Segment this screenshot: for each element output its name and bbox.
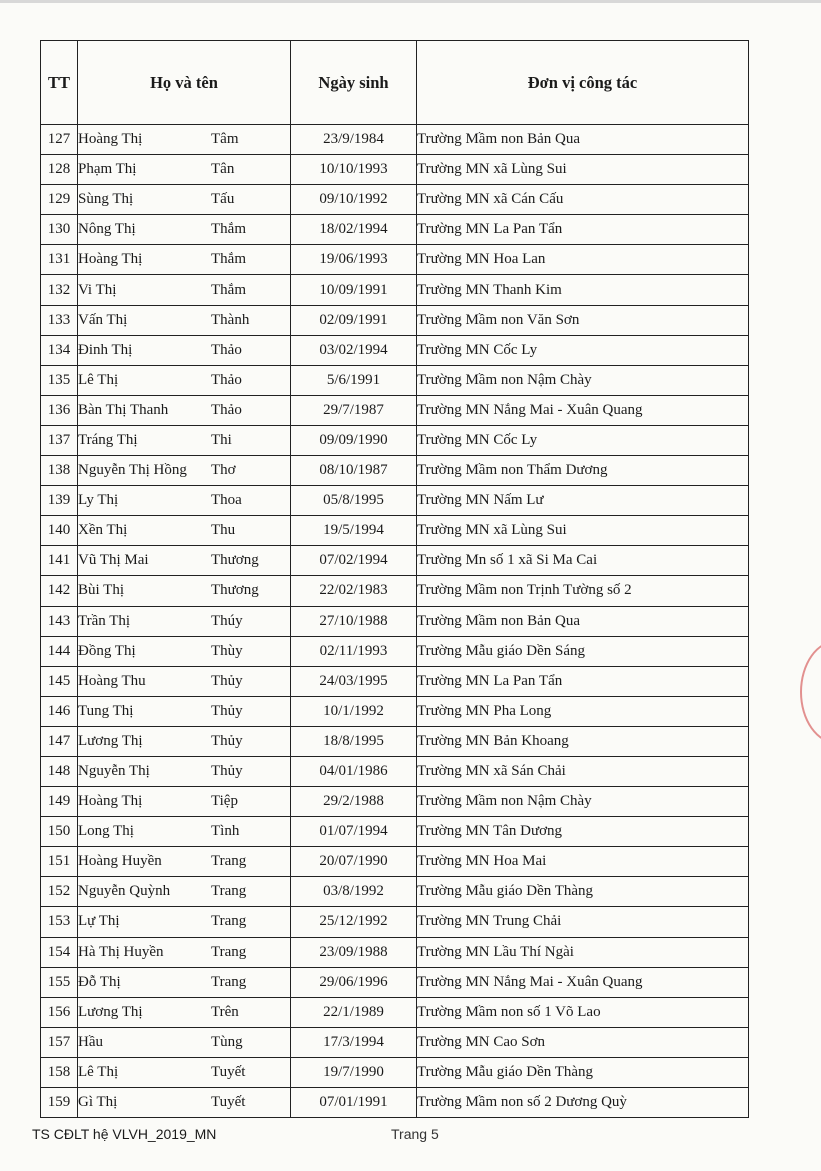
row-surname: Lê Thị — [78, 1063, 119, 1080]
row-work-unit: Trường Mầm non Nậm Chày — [417, 365, 749, 395]
row-work-unit: Trường MN xã Sán Chải — [417, 756, 749, 786]
row-work-unit: Trường MN Nấm Lư — [417, 486, 749, 516]
row-surname: Long Thị — [78, 823, 134, 840]
row-birth-date: 29/7/1987 — [291, 395, 417, 425]
row-birth-date: 22/1/1989 — [291, 997, 417, 1027]
row-surname: Vi Thị — [78, 281, 117, 298]
row-surname: Đồng Thị — [78, 642, 136, 659]
row-full-name — [78, 1027, 291, 1057]
row-work-unit: Trường MN Tân Dương — [417, 817, 749, 847]
table-row — [41, 516, 749, 546]
table-row — [41, 877, 749, 907]
row-number: 149 — [41, 787, 78, 817]
row-given-name: Thi — [211, 431, 232, 448]
row-given-name: Thoa — [211, 492, 242, 509]
row-given-name: Thơ — [211, 462, 236, 479]
row-birth-date: 09/10/1992 — [291, 185, 417, 215]
row-given-name: Trang — [211, 883, 247, 900]
row-full-name — [78, 546, 291, 576]
row-number: 127 — [41, 125, 78, 155]
row-full-name — [78, 756, 291, 786]
row-number: 152 — [41, 877, 78, 907]
row-work-unit: Trường Mầm non Văn Sơn — [417, 305, 749, 335]
row-number: 131 — [41, 245, 78, 275]
row-given-name: Tuyết — [211, 1094, 246, 1111]
row-work-unit: Trường Mẫu giáo Dền Thàng — [417, 877, 749, 907]
row-given-name: Thắm — [211, 281, 246, 298]
row-given-name: Thắm — [211, 251, 246, 268]
row-work-unit: Trường MN Cốc Ly — [417, 425, 749, 455]
row-work-unit: Trường Mn số 1 xã Si Ma Cai — [417, 546, 749, 576]
row-surname: Đinh Thị — [78, 341, 133, 358]
row-work-unit: Trường MN Trung Chải — [417, 907, 749, 937]
row-given-name: Trang — [211, 973, 247, 990]
row-full-name — [78, 1057, 291, 1087]
row-full-name — [78, 365, 291, 395]
row-full-name — [78, 726, 291, 756]
row-birth-date: 10/09/1991 — [291, 275, 417, 305]
table-row — [41, 245, 749, 275]
row-surname: Lương Thị — [78, 1003, 143, 1020]
table-row — [41, 425, 749, 455]
table-row — [41, 486, 749, 516]
row-birth-date: 23/9/1984 — [291, 125, 417, 155]
row-number: 129 — [41, 185, 78, 215]
row-birth-date: 07/01/1991 — [291, 1088, 417, 1118]
table-row — [41, 155, 749, 185]
row-surname: Gì Thị — [78, 1094, 118, 1111]
row-full-name — [78, 125, 291, 155]
row-given-name: Tân — [211, 161, 235, 178]
row-full-name — [78, 335, 291, 365]
row-full-name — [78, 666, 291, 696]
row-number: 151 — [41, 847, 78, 877]
row-birth-date: 09/09/1990 — [291, 425, 417, 455]
row-number: 140 — [41, 516, 78, 546]
row-birth-date: 01/07/1994 — [291, 817, 417, 847]
row-work-unit: Trường MN Thanh Kim — [417, 275, 749, 305]
row-work-unit: Trường Mầm non Bản Qua — [417, 125, 749, 155]
table-row — [41, 1057, 749, 1087]
row-birth-date: 22/02/1983 — [291, 576, 417, 606]
row-number: 133 — [41, 305, 78, 335]
row-birth-date: 10/1/1992 — [291, 696, 417, 726]
row-surname: Xền Thị — [78, 522, 128, 539]
header-unit: Đơn vị công tác — [417, 41, 749, 125]
row-birth-date: 27/10/1988 — [291, 606, 417, 636]
row-full-name — [78, 395, 291, 425]
row-given-name: Thương — [211, 552, 259, 569]
header-row — [41, 41, 749, 125]
table-row — [41, 606, 749, 636]
row-number: 142 — [41, 576, 78, 606]
row-full-name — [78, 877, 291, 907]
footer-doc-code: TS CĐLT hệ VLVH_2019_MN — [32, 1126, 217, 1142]
row-surname: Bàn Thị Thanh — [78, 401, 169, 418]
table-row — [41, 787, 749, 817]
row-given-name: Thu — [211, 522, 236, 539]
row-work-unit: Trường Mầm non Nậm Chày — [417, 787, 749, 817]
row-given-name: Tấu — [211, 191, 235, 208]
row-given-name: Thương — [211, 582, 259, 599]
row-work-unit: Trường Mầm non số 1 Võ Lao — [417, 997, 749, 1027]
row-surname: Nguyễn Thị — [78, 763, 150, 780]
row-given-name: Trang — [211, 913, 247, 930]
red-stamp-edge — [800, 640, 821, 744]
row-full-name — [78, 1088, 291, 1118]
row-birth-date: 04/01/1986 — [291, 756, 417, 786]
table-row — [41, 335, 749, 365]
row-full-name — [78, 817, 291, 847]
roster-table — [40, 40, 749, 1118]
row-birth-date: 19/5/1994 — [291, 516, 417, 546]
row-work-unit: Trường MN Cốc Ly — [417, 335, 749, 365]
row-full-name — [78, 907, 291, 937]
row-work-unit: Trường MN Hoa Mai — [417, 847, 749, 877]
table-row — [41, 305, 749, 335]
row-full-name — [78, 245, 291, 275]
row-given-name: Thủy — [211, 702, 243, 719]
row-given-name: Thành — [211, 311, 250, 328]
row-work-unit: Trường Mẫu giáo Dền Sáng — [417, 636, 749, 666]
row-full-name — [78, 185, 291, 215]
row-full-name — [78, 606, 291, 636]
row-number: 137 — [41, 425, 78, 455]
row-work-unit: Trường Mầm non Bản Qua — [417, 606, 749, 636]
table-row — [41, 365, 749, 395]
row-surname: Trần Thị — [78, 612, 131, 629]
row-birth-date: 03/02/1994 — [291, 335, 417, 365]
row-given-name: Trang — [211, 943, 247, 960]
row-given-name: Thủy — [211, 672, 243, 689]
row-surname: Hoàng Thị — [78, 131, 143, 148]
row-full-name — [78, 275, 291, 305]
table-row — [41, 636, 749, 666]
row-number: 156 — [41, 997, 78, 1027]
row-given-name: Thảo — [211, 341, 242, 358]
table-row — [41, 456, 749, 486]
row-full-name — [78, 847, 291, 877]
row-number: 130 — [41, 215, 78, 245]
table-row — [41, 817, 749, 847]
row-surname: Vũ Thị Mai — [78, 552, 149, 569]
row-number: 147 — [41, 726, 78, 756]
table-row — [41, 666, 749, 696]
row-birth-date: 03/8/1992 — [291, 877, 417, 907]
row-work-unit: Trường Mẫu giáo Dền Thàng — [417, 1057, 749, 1087]
row-number: 138 — [41, 456, 78, 486]
row-work-unit: Trường MN La Pan Tẩn — [417, 666, 749, 696]
row-given-name: Thắm — [211, 221, 246, 238]
table-row — [41, 395, 749, 425]
roster-body — [41, 125, 749, 1118]
row-number: 132 — [41, 275, 78, 305]
row-work-unit: Trường MN Nắng Mai - Xuân Quang — [417, 395, 749, 425]
row-work-unit: Trường MN Pha Long — [417, 696, 749, 726]
row-surname: Hoàng Huyền — [78, 853, 162, 870]
row-birth-date: 18/02/1994 — [291, 215, 417, 245]
row-full-name — [78, 696, 291, 726]
row-number: 148 — [41, 756, 78, 786]
row-surname: Vấn Thị — [78, 311, 128, 328]
row-given-name: Trang — [211, 853, 247, 870]
row-number: 157 — [41, 1027, 78, 1057]
row-number: 139 — [41, 486, 78, 516]
table-row — [41, 726, 749, 756]
row-birth-date: 02/09/1991 — [291, 305, 417, 335]
table-row — [41, 756, 749, 786]
row-full-name — [78, 486, 291, 516]
row-birth-date: 07/02/1994 — [291, 546, 417, 576]
row-birth-date: 29/2/1988 — [291, 787, 417, 817]
row-surname: Sùng Thị — [78, 191, 134, 208]
row-birth-date: 29/06/1996 — [291, 967, 417, 997]
row-given-name: Tâm — [211, 131, 239, 148]
row-surname: Hoàng Thị — [78, 251, 143, 268]
header-dob: Ngày sinh — [291, 41, 417, 125]
row-surname: Tung Thị — [78, 702, 134, 719]
row-given-name: Tiệp — [211, 793, 238, 810]
row-number: 136 — [41, 395, 78, 425]
row-surname: Tráng Thị — [78, 431, 138, 448]
header-name: Họ và tên — [78, 41, 291, 125]
row-birth-date: 02/11/1993 — [291, 636, 417, 666]
table-row — [41, 847, 749, 877]
row-surname: Nguyễn Thị Hồng — [78, 462, 187, 479]
page-top-edge — [0, 0, 821, 3]
header-tt: TT — [41, 41, 78, 125]
row-full-name — [78, 967, 291, 997]
row-surname: Ly Thị — [78, 492, 119, 509]
row-surname: Hoàng Thị — [78, 793, 143, 810]
row-number: 158 — [41, 1057, 78, 1087]
row-given-name: Tuyết — [211, 1063, 246, 1080]
table-row — [41, 125, 749, 155]
row-work-unit: Trường MN La Pan Tẩn — [417, 215, 749, 245]
row-given-name: Thùy — [211, 642, 243, 659]
row-birth-date: 23/09/1988 — [291, 937, 417, 967]
row-surname: Hoàng Thu — [78, 672, 146, 689]
row-surname: Hà Thị Huyền — [78, 943, 164, 960]
row-full-name — [78, 516, 291, 546]
row-full-name — [78, 456, 291, 486]
row-given-name: Thảo — [211, 371, 242, 388]
row-full-name — [78, 305, 291, 335]
table-row — [41, 215, 749, 245]
table-row — [41, 907, 749, 937]
row-full-name — [78, 576, 291, 606]
table-row — [41, 696, 749, 726]
row-work-unit: Trường MN xã Lùng Sui — [417, 516, 749, 546]
row-number: 141 — [41, 546, 78, 576]
row-work-unit: Trường MN xã Cán Cấu — [417, 185, 749, 215]
table-row — [41, 1027, 749, 1057]
row-work-unit: Trường MN Bản Khoang — [417, 726, 749, 756]
row-number: 153 — [41, 907, 78, 937]
row-surname: Nguyễn Quỳnh — [78, 883, 171, 900]
footer-page-number: Trang 5 — [391, 1126, 439, 1142]
row-full-name — [78, 215, 291, 245]
row-number: 143 — [41, 606, 78, 636]
row-given-name: Thủy — [211, 763, 243, 780]
row-birth-date: 19/7/1990 — [291, 1057, 417, 1087]
row-number: 159 — [41, 1088, 78, 1118]
row-surname: Phạm Thị — [78, 161, 137, 178]
row-birth-date: 05/8/1995 — [291, 486, 417, 516]
row-surname: Lương Thị — [78, 732, 143, 749]
row-number: 144 — [41, 636, 78, 666]
row-number: 150 — [41, 817, 78, 847]
table-row — [41, 997, 749, 1027]
table-row — [41, 937, 749, 967]
row-number: 146 — [41, 696, 78, 726]
row-full-name — [78, 155, 291, 185]
row-given-name: Tình — [211, 823, 240, 840]
row-surname: Lự Thị — [78, 913, 120, 930]
roster-sheet — [40, 40, 748, 1118]
table-row — [41, 1088, 749, 1118]
row-birth-date: 25/12/1992 — [291, 907, 417, 937]
row-work-unit: Trường Mầm non số 2 Dương Quỳ — [417, 1088, 749, 1118]
row-work-unit: Trường MN Hoa Lan — [417, 245, 749, 275]
table-row — [41, 576, 749, 606]
row-work-unit: Trường Mầm non Thẩm Dương — [417, 456, 749, 486]
row-birth-date: 24/03/1995 — [291, 666, 417, 696]
row-surname: Bùi Thị — [78, 582, 124, 599]
row-birth-date: 20/07/1990 — [291, 847, 417, 877]
row-work-unit: Trường MN xã Lùng Sui — [417, 155, 749, 185]
table-row — [41, 275, 749, 305]
row-birth-date: 08/10/1987 — [291, 456, 417, 486]
table-row — [41, 546, 749, 576]
row-birth-date: 17/3/1994 — [291, 1027, 417, 1057]
row-birth-date: 18/8/1995 — [291, 726, 417, 756]
row-number: 135 — [41, 365, 78, 395]
row-given-name: Tùng — [211, 1033, 243, 1050]
row-surname: Đỗ Thị — [78, 973, 121, 990]
row-surname: Lê Thị — [78, 371, 119, 388]
row-work-unit: Trường Mầm non Trịnh Tường số 2 — [417, 576, 749, 606]
row-work-unit: Trường MN Cao Sơn — [417, 1027, 749, 1057]
row-full-name — [78, 997, 291, 1027]
row-birth-date: 19/06/1993 — [291, 245, 417, 275]
row-work-unit: Trường MN Nắng Mai - Xuân Quang — [417, 967, 749, 997]
row-number: 155 — [41, 967, 78, 997]
row-birth-date: 10/10/1993 — [291, 155, 417, 185]
table-row — [41, 185, 749, 215]
row-surname: Hầu — [78, 1033, 103, 1050]
row-number: 128 — [41, 155, 78, 185]
row-given-name: Thủy — [211, 732, 243, 749]
row-birth-date: 5/6/1991 — [291, 365, 417, 395]
table-row — [41, 967, 749, 997]
row-full-name — [78, 787, 291, 817]
row-given-name: Thảo — [211, 401, 242, 418]
row-given-name: Trên — [211, 1003, 239, 1020]
row-number: 154 — [41, 937, 78, 967]
row-number: 134 — [41, 335, 78, 365]
row-number: 145 — [41, 666, 78, 696]
row-work-unit: Trường MN Lầu Thí Ngài — [417, 937, 749, 967]
row-surname: Nông Thị — [78, 221, 136, 238]
row-full-name — [78, 636, 291, 666]
row-full-name — [78, 425, 291, 455]
row-full-name — [78, 937, 291, 967]
row-given-name: Thúy — [211, 612, 243, 629]
